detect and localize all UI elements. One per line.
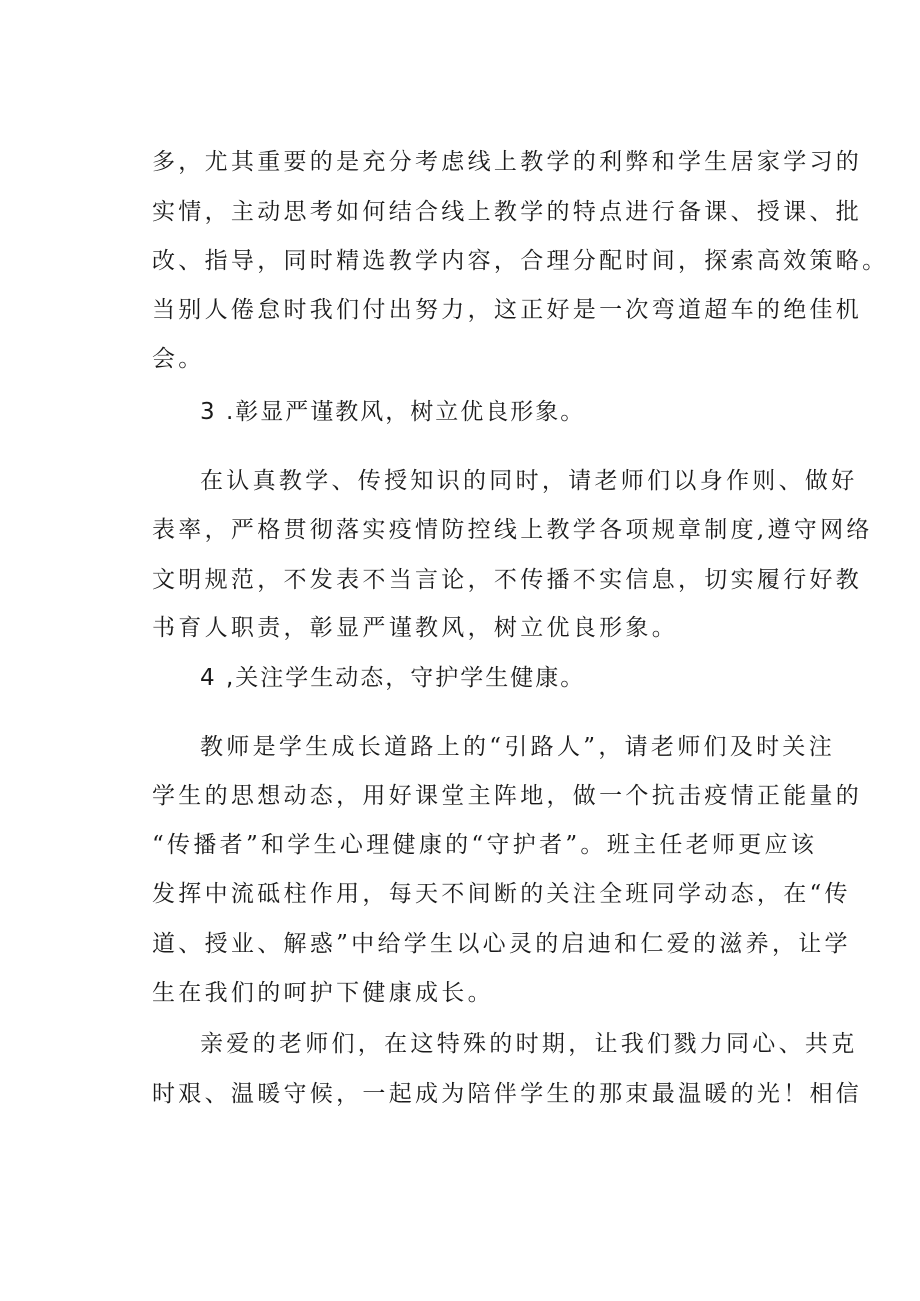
paragraph-line: 书育人职责，彰显严谨教风，树立优良形象。 <box>152 615 678 641</box>
paragraph-line: 文明规范，不发表不当言论，不传播不实信息，切实履行好教 <box>152 567 863 593</box>
paragraph-line: 亲爱的老师们，在这特殊的时期，让我们戮力同心、共克 <box>200 1031 858 1057</box>
paragraph-line: 改、指导，同时精选教学内容，合理分配时间，探索高效策略。 <box>152 248 889 274</box>
paragraph-line: 时艰、温暖守候，一起成为陪伴学生的那束最温暖的光！相信 <box>152 1081 863 1107</box>
paragraph-line: 教师是学生成长道路上的“引路人”，请老师们及时关注 <box>200 734 836 760</box>
paragraph-line: 在认真教学、传授知识的同时，请老师们以身作则、做好 <box>200 468 858 494</box>
paragraph-line: “传播者”和学生心理健康的“守护者”。班主任老师更应该 <box>152 832 818 858</box>
paragraph-line: 表率，严格贯彻落实疫情防控线上教学各项规章制度,遵守网络 <box>152 517 873 543</box>
paragraph-line: 会。 <box>152 346 205 372</box>
paragraph-line: 多，尤其重要的是充分考虑线上教学的利弊和学生居家学习的 <box>152 149 863 175</box>
paragraph-line: 道、授业、解惑”中给学生以心灵的启迪和仁爱的滋养，让学 <box>152 931 851 957</box>
section-heading: 4 ,关注学生动态，守护学生健康。 <box>200 665 586 691</box>
paragraph-line: 发挥中流砥柱作用，每天不间断的关注全班同学动态，在“传 <box>152 881 851 907</box>
section-heading: 3 .彰显严谨教风，树立优良形象。 <box>200 399 586 425</box>
paragraph-line: 学生的思想动态，用好课堂主阵地，做一个抗击疫情正能量的 <box>152 783 863 809</box>
paragraph-line: 当别人倦怠时我们付出努力，这正好是一次弯道超车的绝佳机 <box>152 297 863 323</box>
paragraph-line: 生在我们的呵护下健康成长。 <box>152 980 494 1006</box>
paragraph-line: 实情，主动思考如何结合线上教学的特点进行备课、授课、批 <box>152 199 863 225</box>
